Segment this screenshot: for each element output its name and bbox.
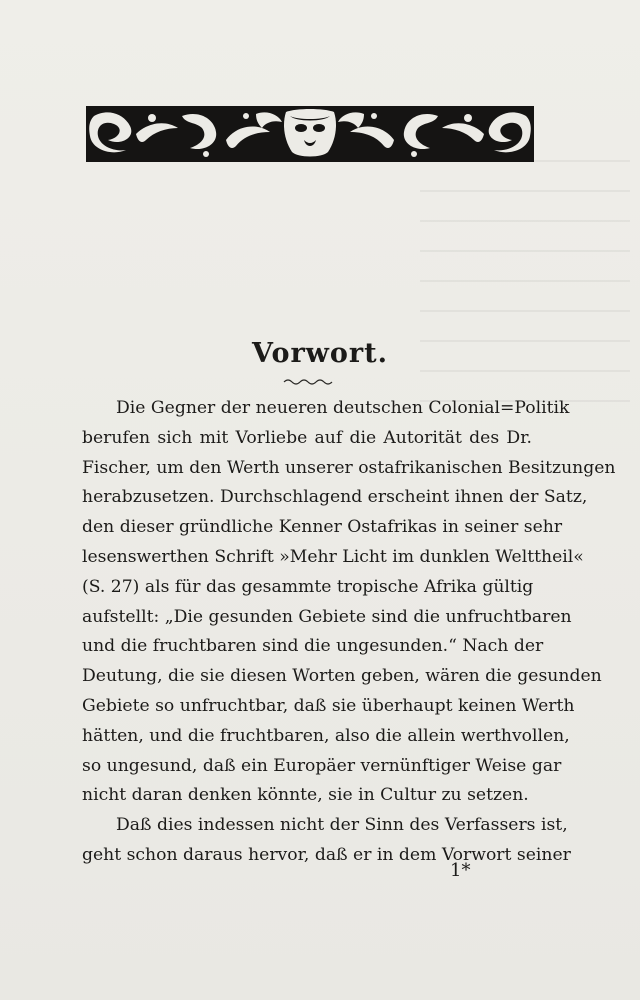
text-line: so ungesund, daß ein Europäer vernünftiger Weise gar bbox=[82, 755, 562, 776]
text-line: Die Gegner der neueren deutschen Colonial=Politik bbox=[116, 398, 570, 418]
text-line: und die fruchtbaren sind die ungesunden.“ Nach der bbox=[82, 636, 544, 657]
text-line: aufstellt: „Die gesunden Gebiete sind die unfruchtbaren bbox=[82, 606, 572, 627]
page-title: Vorwort. bbox=[251, 338, 389, 369]
text-line: geht schon daraus hervor, daß er in dem Vorwort seiner bbox=[82, 844, 571, 865]
show-through-text bbox=[420, 160, 630, 420]
text-line: (S. 27) als für das gesammte tropische Afrika gültig bbox=[82, 576, 534, 597]
text-line: den dieser gründliche Kenner Ostafrikas in seiner sehr bbox=[82, 517, 563, 538]
floral-headpiece-ornament bbox=[86, 106, 534, 162]
body-text bbox=[82, 394, 616, 871]
text-line: herabzusetzen. Durchschlagend erscheint ihnen der Satz, bbox=[82, 487, 588, 508]
text-line: Gebiete so unfruchtbar, daß sie überhaupt keinen Werth bbox=[82, 695, 575, 716]
text-line: Fischer, um den Werth unserer ostafrikanischen Besitzungen bbox=[82, 457, 616, 478]
text-line: Daß dies indessen nicht der Sinn des Verfassers ist, bbox=[116, 815, 568, 836]
wavy-rule-ornament bbox=[282, 376, 334, 388]
text-line: berufen sich mit Vorliebe auf die Autorität des Dr. bbox=[82, 427, 532, 448]
text-line: hätten, und die fruchtbaren, also die allein werthvollen, bbox=[82, 725, 570, 746]
text-line: nicht daran denken könnte, sie in Cultur zu setzen. bbox=[82, 785, 529, 806]
page-number: 1* bbox=[450, 860, 471, 881]
text-line: Deutung, die sie diesen Worten geben, wären die gesunden bbox=[82, 666, 602, 687]
text-line: lesenswerthen Schrift »Mehr Licht im dunklen Welttheil« bbox=[82, 546, 584, 567]
